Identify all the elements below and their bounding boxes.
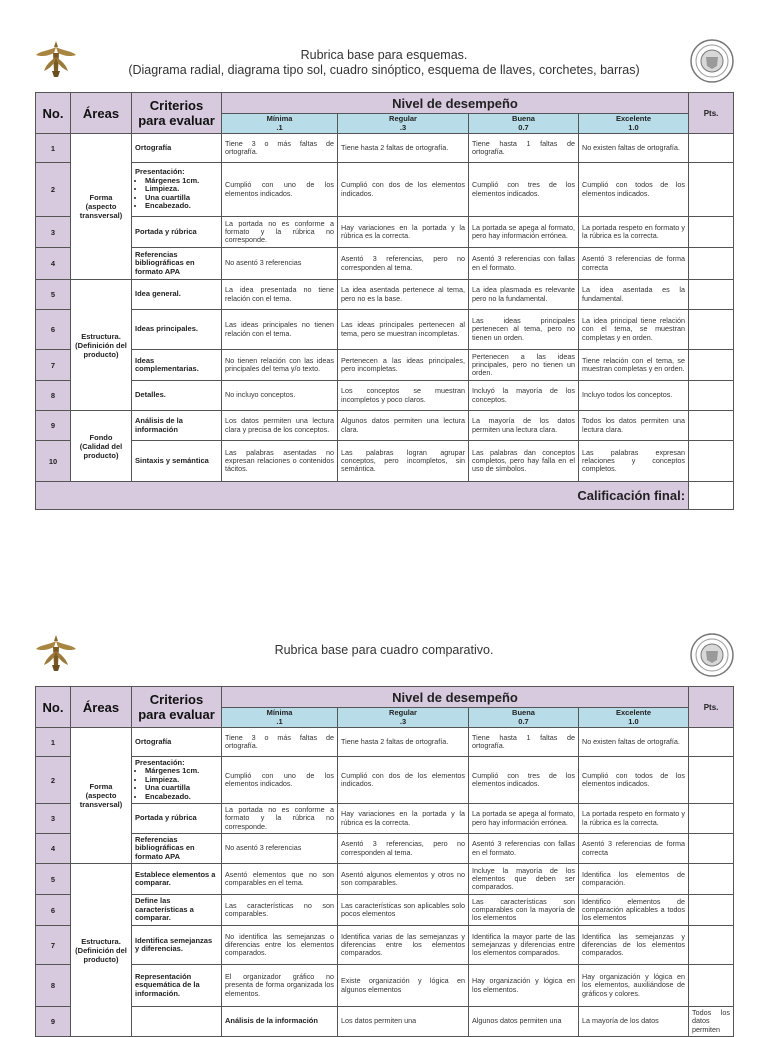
desc-excelente: No existen faltas de ortografía. [579,728,689,757]
desc-excelente: La idea principal tiene relación con el tema, se muestran completas y en orden. [579,310,689,350]
desc-regular: La idea asentada pertenece al tema, pero no es la base. [338,280,469,310]
header-nivel-desempeno: Nivel de desempeño [222,93,689,114]
presentacion-item: • Limpieza. [145,776,218,785]
desc-excelente: Identifica las semejanzas y diferencias de los elementos comparados. [579,926,689,965]
desc-minima: No asentó 3 referencias [222,834,338,864]
criterion: Detalles. [132,381,222,411]
desc-excelente: Cumplió con todos de los elementos indicados. [579,757,689,804]
university-seal-icon [690,39,734,83]
header-areas: Áreas [71,93,132,134]
desc-excelente: La portada respeto en formato y la rúbrica es la correcta. [579,217,689,248]
pts-cell[interactable] [689,965,734,1007]
row-number: 5 [36,864,71,895]
desc-excelente: No existen faltas de ortografía. [579,134,689,163]
header-criterios: Criterios para evaluar [132,687,222,728]
criterion: Idea general. [132,280,222,310]
table-row [36,926,734,965]
criterion: Ortografía [132,728,222,757]
criterion: Identifica semejanzas y diferencias. [132,926,222,965]
pts-cell[interactable] [689,163,734,217]
desc-buena: Tiene hasta 1 faltas de ortografía. [469,728,579,757]
level-excelente: Excelente 1.0 [579,708,689,728]
desc-minima: El organizador gráfico no presenta de forma organizada los elementos. [222,965,338,1007]
pts-cell[interactable] [689,728,734,757]
pts-cell[interactable] [689,217,734,248]
desc-excelente: La portada respeto en formato y la rúbrica es la correcta. [579,804,689,834]
desc-excelente: Todos los datos permiten [689,1007,734,1037]
desc-regular: Cumplió con dos de los elementos indicados. [338,757,469,804]
desc-buena: La mayoría de los datos [579,1007,689,1037]
desc-regular: Las características son aplicables solo pocos elementos [338,895,469,926]
criterion: Análisis de la información [222,1007,338,1037]
table-row [36,1007,734,1037]
header-nivel-desempeno: Nivel de desempeño [222,687,689,708]
header-criterios: Criterios para evaluar [132,93,222,134]
presentacion-item: • Una cuartilla [145,194,218,203]
desc-buena: Las ideas principales pertenecen al tema, pero no tienen un orden. [469,310,579,350]
desc-regular: Existe organización y lógica en algunos elementos [338,965,469,1007]
desc-regular: Pertenecen a las ideas principales, pero incompletas. [338,350,469,381]
desc-regular: Asentó 3 referencias, pero no corresponden al tema. [338,834,469,864]
pts-cell[interactable] [689,804,734,834]
area-cell [132,1007,222,1037]
criterion: Ortografía [132,134,222,163]
criterion: Referencias bibliográficas en formato APA [132,834,222,864]
criterion-presentacion [132,163,222,217]
table-row [36,834,734,864]
row-number: 3 [36,217,71,248]
table-row [36,248,734,280]
area-forma: Forma (aspecto transversal) [71,728,132,864]
desc-minima: La portada no es conforme a formato y la rúbrica no corresponde. [222,217,338,248]
desc-minima: No asentó 3 referencias [222,248,338,280]
table-row [36,895,734,926]
criterion: Establece elementos a comparar. [132,864,222,895]
pts-cell[interactable] [689,895,734,926]
pts-cell[interactable] [689,381,734,411]
area-fondo: Fondo (Calidad del producto) [71,411,132,482]
table-row [36,310,734,350]
criterion: Portada y rúbrica [132,804,222,834]
desc-excelente: Tiene relación con el tema, se muestran completas y en orden. [579,350,689,381]
desc-excelente: Cumplió con todos de los elementos indicados. [579,163,689,217]
presentacion-item: • Encabezado. [145,793,218,802]
desc-buena: Identifica la mayor parte de las semejanzas y diferencias entre los elementos comparados. [469,926,579,965]
presentacion-item: • Encabezado. [145,202,218,211]
level-minima: Mínima .1 [222,114,338,134]
criterion: Ideas principales. [132,310,222,350]
criterion: Análisis de la información [132,411,222,441]
desc-buena: La portada se apega al formato, pero hay información errónea. [469,217,579,248]
pts-cell[interactable] [689,441,734,482]
level-buena: Buena 0.7 [469,114,579,134]
table-row [36,411,734,441]
pts-cell[interactable] [689,757,734,804]
rubric-table-esquemas [35,92,734,510]
desc-minima: Tiene 3 o más faltas de ortografía. [222,728,338,757]
section-1-title-line2: (Diagrama radial, diagrama tipo sol, cuadro sinóptico, esquema de llaves, corchetes, barras) [128,63,640,77]
desc-buena: Cumplió con tres de los elementos indicados. [469,163,579,217]
desc-excelente: Todos los datos permiten una lectura clara. [579,411,689,441]
presentacion-title: Presentación: [135,167,185,177]
desc-buena: Incluye la mayoría de los elementos que deben ser comparados. [469,864,579,895]
header-pts: Pts. [689,687,734,728]
row-number: 4 [36,834,71,864]
desc-minima: No tienen relación con las ideas principales del tema y/o texto. [222,350,338,381]
table-row [36,441,734,482]
header-no: No. [36,687,71,728]
row-number: 6 [36,310,71,350]
desc-minima: Cumplió con uno de los elementos indicados. [222,163,338,217]
level-buena: Buena 0.7 [469,708,579,728]
table-row [36,965,734,1007]
desc-buena: Asentó 3 referencias con fallas en el formato. [469,834,579,864]
row-number: 4 [36,248,71,280]
desc-excelente: La idea asentada es la fundamental. [579,280,689,310]
area-estructura: Estructura. (Definición del producto) [71,864,132,1037]
table-row [36,350,734,381]
area-estructura: Estructura. (Definición del producto) [71,280,132,411]
desc-regular: Cumplió con dos de los elementos indicados. [338,163,469,217]
desc-minima: Las palabras asentadas no expresan relaciones o contenidos tácitos. [222,441,338,482]
row-number: 1 [36,134,71,163]
pts-cell[interactable] [689,248,734,280]
desc-excelente: Incluyo todos los conceptos. [579,381,689,411]
row-number: 8 [36,965,71,1007]
criterion: Sintaxis y semántica [132,441,222,482]
desc-buena: Las características son comparables con la mayoría de los elementos [469,895,579,926]
desc-buena: La mayoría de los datos permiten una lectura clara. [469,411,579,441]
final-grade-cell[interactable] [689,482,734,510]
final-grade-label: Calificación final: [36,482,689,510]
desc-minima: No incluyo conceptos. [222,381,338,411]
presentacion-title: Presentación: [135,757,185,767]
row-number: 3 [36,804,71,834]
table-row [36,864,734,895]
row-number: 2 [36,757,71,804]
criterion: Define las características a comparar. [132,895,222,926]
row-number: 1 [36,728,71,757]
desc-regular: Las palabras logran agrupar conceptos, pero incompletos, sin semántica. [338,441,469,482]
desc-minima: No identifica las semejanzas o diferencias entre los elementos comparados. [222,926,338,965]
pts-cell[interactable] [689,350,734,381]
pts-cell[interactable] [689,411,734,441]
level-excelente: Excelente 1.0 [579,114,689,134]
desc-regular: Tiene hasta 2 faltas de ortografía. [338,134,469,163]
desc-minima: Las características no son comparables. [222,895,338,926]
table-row [36,728,734,757]
presentacion-item: • Limpieza. [145,185,218,194]
desc-regular: Identifica varias de las semejanzas y diferencias entre los elementos comparados. [338,926,469,965]
desc-buena: Incluyó la mayoría de los conceptos. [469,381,579,411]
criterion: Ideas complementarias. [132,350,222,381]
desc-minima: Asentó elementos que no son comparables en el tema. [222,864,338,895]
desc-excelente: Asentó 3 referencias de forma correcta [579,834,689,864]
pts-cell[interactable] [689,864,734,895]
table-row [36,217,734,248]
level-minima: Mínima .1 [222,708,338,728]
row-number: 7 [36,350,71,381]
desc-minima: Las ideas principales no tienen relación con el tema. [222,310,338,350]
desc-regular: Asentó 3 referencias, pero no corresponden al tema. [338,248,469,280]
desc-regular: Las ideas principales pertenecen al tema, pero se muestran incompletas. [338,310,469,350]
section-2-title: Rubrica base para cuadro comparativo. [274,643,494,657]
desc-buena: La idea plasmada es relevante pero no la fundamental. [469,280,579,310]
row-number: 8 [36,381,71,411]
table-row [36,134,734,163]
desc-minima: Tiene 3 o más faltas de ortografía. [222,134,338,163]
header-no: No. [36,93,71,134]
presentacion-item: • Una cuartilla [145,784,218,793]
level-regular: Regular .3 [338,708,469,728]
desc-buena: Cumplió con tres de los elementos indicados. [469,757,579,804]
row-number: 6 [36,895,71,926]
desc-minima: La idea presentada no tiene relación con el tema. [222,280,338,310]
pts-cell[interactable] [689,280,734,310]
table-row [36,757,734,804]
desc-buena: Las palabras dan conceptos completos, pero hay falla en el uso de símbolos. [469,441,579,482]
desc-regular: Hay variaciones en la portada y la rúbrica es la correcta. [338,217,469,248]
level-regular: Regular .3 [338,114,469,134]
header-areas: Áreas [71,687,132,728]
row-number: 2 [36,163,71,217]
presentacion-item: • Márgenes 1cm. [145,767,218,776]
row-number: 10 [36,441,71,482]
row-number: 7 [36,926,71,965]
desc-excelente: Identifica los elementos de comparación. [579,864,689,895]
table-row [36,381,734,411]
desc-excelente: Identifico elementos de comparación aplicables a todos los elementos [579,895,689,926]
desc-buena: La portada se apega al formato, pero hay información errónea. [469,804,579,834]
desc-excelente: Asentó 3 referencias de forma correcta [579,248,689,280]
area-forma: Forma (aspecto transversal) [71,134,132,280]
pts-cell[interactable] [689,310,734,350]
desc-buena: Asentó 3 referencias con fallas en el formato. [469,248,579,280]
desc-minima: Los datos permiten una [338,1007,469,1037]
desc-minima: Cumplió con uno de los elementos indicados. [222,757,338,804]
pts-cell[interactable] [689,834,734,864]
table-row [36,280,734,310]
pts-cell[interactable] [689,926,734,965]
desc-regular: Algunos datos permiten una [469,1007,579,1037]
desc-buena: Tiene hasta 1 faltas de ortografía. [469,134,579,163]
criterion-presentacion [132,757,222,804]
final-row [36,482,734,510]
desc-regular: Algunos datos permiten una lectura clara. [338,411,469,441]
desc-minima: Los datos permiten una lectura clara y precisa de los conceptos. [222,411,338,441]
desc-regular: Tiene hasta 2 faltas de ortografía. [338,728,469,757]
rubric-table-cuadro-comparativo [35,686,734,1037]
university-seal-icon [690,633,734,677]
desc-excelente: Las palabras expresan relaciones y conceptos completos. [579,441,689,482]
section-1-title-line1: Rubrica base para esquemas. [300,48,468,62]
row-number: 9 [36,1007,71,1037]
table-row [36,804,734,834]
row-number: 5 [36,280,71,310]
criterion: Portada y rúbrica [132,217,222,248]
pts-cell[interactable] [689,134,734,163]
criterion: Referencias bibliográficas en formato APA [132,248,222,280]
table-row [36,163,734,217]
desc-regular: Hay variaciones en la portada y la rúbrica es la correcta. [338,804,469,834]
presentacion-item: • Márgenes 1cm. [145,177,218,186]
desc-buena: Pertenecen a las ideas principales, pero no tienen un orden. [469,350,579,381]
row-number: 9 [36,411,71,441]
desc-regular: Los conceptos se muestran incompletos y poco claros. [338,381,469,411]
desc-excelente: Hay organización y lógica en los elementos, auxiliándose de gráficos y colores. [579,965,689,1007]
desc-buena: Hay organización y lógica en los elementos. [469,965,579,1007]
header-pts: Pts. [689,93,734,134]
desc-regular: Asentó algunos elementos y otros no son comparables. [338,864,469,895]
desc-minima: La portada no es conforme a formato y la rúbrica no corresponde. [222,804,338,834]
criterion: Representación esquemática de la información. [132,965,222,1007]
